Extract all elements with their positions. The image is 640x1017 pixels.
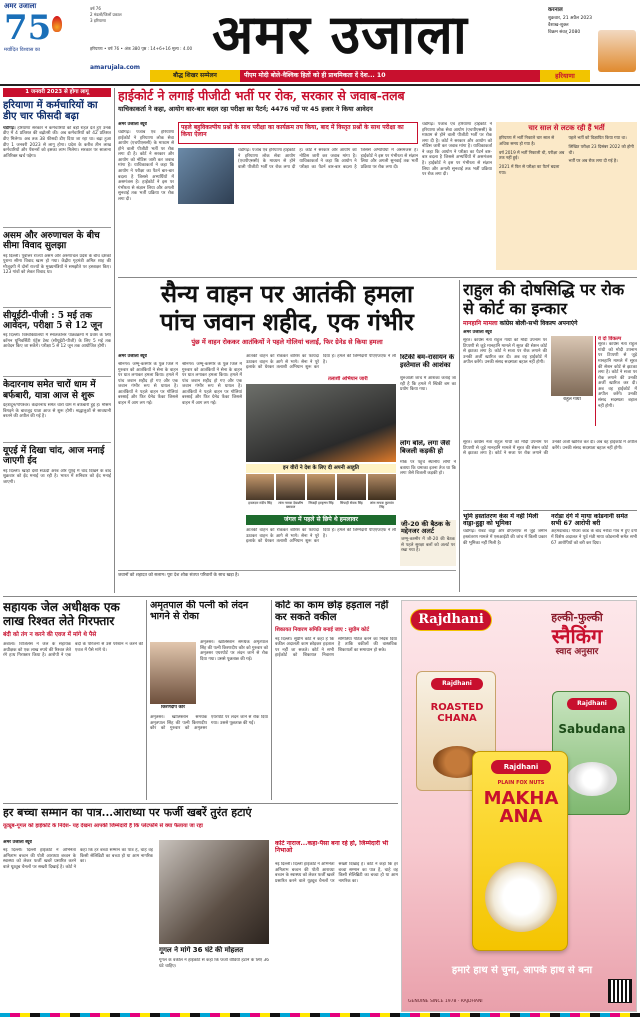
date: शुक्रवार, 21 अप्रैल 2023 (548, 15, 592, 21)
ad-fine-print: GENUINE SINCE 1978 · RAJDHANI (408, 999, 483, 1004)
haryana-da-body (3, 126, 111, 224)
soldier-portraits (246, 474, 396, 500)
g20-headline[interactable]: जी-20 की बैठक के मद्देनजर अलर्ट (401, 520, 451, 536)
rahul-photo (551, 336, 593, 396)
pack-logo: Rajdhani (431, 678, 483, 690)
g20-box (400, 520, 456, 566)
lead-body-col4: आतंकी वाहन को रोककर बारिश का फायदा उठाकर वाहन के आगे से भागे। सेना ने पूरे इलाके को घेरकर तलाशी अभियान शुरू कर दिया है। हमले की जिम्मेदारी पीएएफएफ ने ली है। (246, 528, 396, 545)
kicker-badge: 1 जनवरी 2023 से होगा लागू (3, 88, 111, 97)
qr-code-icon (608, 979, 632, 1003)
sticky-headline[interactable]: स्टिकी बम-रासायन के इस्तेमाल की आशंका (400, 354, 455, 369)
callout-text: पहले बहुविकल्पीय प्रश्नों के साथ परीक्षा का कार्यक्रम तय किया, बाद में विस्तृत प्रश्नों के साथ परीक्षा का किया ऐलान (181, 124, 404, 139)
rahul-kicker: मानहानि मामला (463, 320, 498, 327)
rahul-photo-caption: राहुल गांधी (563, 397, 581, 402)
lead-byline: अमर उजाला ब्यूरो (118, 354, 148, 359)
vikram-samvat: विक्रम संवत् 2080 (548, 30, 581, 36)
ad-bottom-tagline: हमारे हाथ से चुना, आपके हाथ से बना (451, 965, 593, 976)
lawyers-sub: शिकायत निवारण समिति बनाई जाए : सुप्रीम कोर्ट (275, 627, 370, 633)
ad-tagline (522, 611, 632, 658)
article-text: हरियाणा सरकार ने कर्मचारियों को बड़ी राहत देते हुए उनके डीए में 4 प्रतिशत की बढ़ोतरी की। अब कर्मचारियों को 42 प्रतिशत डीए मिलेगा। अब तक 38 फीसदी डीए दिया जा रहा था। बढ़ा हुआ डीए 1 जनवरी 2023 से लागू होगा। प्रदेश के करीब तीन लाख कर्मचारियों और पेंशनरों को इसका लाभ मिलेगा। सरकार पर सालाना अतिरिक्त खर्च पड़ेगा। (3, 125, 111, 159)
aaradhya-story (3, 806, 398, 1012)
kedarnath-headline[interactable]: केदारनाथ समेत चारों धाम में बर्फबारी, यात्रा आज से शुरू (3, 380, 96, 401)
soldier-photo (337, 474, 365, 500)
sidebar-item: हरियाणा में भर्ती निकाले चार साल से अधिक समय हो गया है। (499, 134, 555, 146)
sidebar-headline: चार साल से लटक रही हैं भर्ती (528, 124, 605, 132)
sidebar-item: 2021 में फिर से परीक्षा का पैटर्न बदला गया। (499, 164, 560, 176)
rahul-body-1: सूरत। कांग्रेस नेता राहुल गांधी को मोदी उपनाम पर टिप्पणी से जुड़े मानहानि मामले में सूरत की सेशन कोर्ट से झटका लगा है। कोर्ट ने सजा पर रोक लगाने की उनकी अर्जी खारिज कर दी। अब वह हाईकोर्ट में अपील करेंगे। उनकी संसद सदस्यता बहाल नहीं होगी। (463, 338, 547, 366)
left-column (3, 88, 111, 638)
rajdhani-ad[interactable] (401, 600, 637, 1012)
edition-line: हरियाणा • वर्ष 76 • अंक 380 पृष्ठ : 14+6+16 मूल्य : 4.00 (90, 46, 193, 51)
meta-line: 3 हरियाणा (90, 18, 106, 23)
pack-sub: PLAIN FOX NUTS (497, 780, 545, 786)
land-body: चंडीगढ़। रॉबर्ट वाड्रा और डीएलएफ से जुड़े जमीन हस्तांतरण मामले में एसआईटी की जांच में किसी प्रकार की भूमिका नहीं मिली है। (463, 529, 547, 546)
amritpal-headline[interactable]: अमृतपाल की पत्नी को लंदन भागने से रोका (150, 600, 249, 623)
city: करनाल (548, 7, 563, 13)
brand-name: Rajdhani (418, 612, 484, 627)
mid-rule-2 (271, 600, 272, 800)
kedarnath-body: देहरादून/गोपेश्वर। केदारनाथ समेत चारों धाम में बर्फबारी हुई है। मौसम बिगड़ने के बावजूद यात्रा आज से शुरू होगी। श्रद्धालुओं से सावधानी बरतने की अपील की गई है। (3, 402, 111, 420)
pack-label: Sabudana (558, 722, 626, 736)
eid-headline[interactable]: यूएई में दिखा चांद, आज मनाई जाएगी ईद (3, 445, 105, 467)
pgt-callout (178, 122, 418, 144)
rahul-sub: कांग्रेस बोली-सभी विकल्प अपनाएंगे (499, 320, 578, 327)
anniversary-tagline: मर्यादित विश्वास का (4, 46, 40, 53)
tagline-3: स्वाद अनुसार (555, 646, 599, 657)
kirandeep-photo (150, 642, 196, 704)
aaradhya-body-right: नई दिल्ली। दिल्ली हाईकोर्ट ने अभिनेता अमिताभ बच्चन की पोती आराध्या बच्चन के स्वास्थ्य को लेकर फर्जी खबरें प्रसारित करने वाले यूट्यूब चैनलों पर सख्ती दिखाई है। कोर्ट ने कहा कि हर बच्चा सम्मान का पात्र है, चाहे वह किसी सेलिब्रिटी का बच्चा हो या आम नागरिक का। (275, 862, 398, 884)
makhana-bowl-icon (485, 862, 557, 932)
pack-label: ROASTED CHANA (430, 702, 484, 724)
mid-section-rule (3, 596, 637, 597)
ribbon-right-tag[interactable]: हरियाणा (540, 70, 590, 82)
soldier-name: लांस नायक कुलवंत सिंह (369, 501, 394, 510)
sidebar-item: पहले भर्ती को विज्ञापित किया गया था। (568, 134, 627, 140)
search-tag: तलाशी अभियान जारी (328, 376, 368, 382)
soldier-name: लांस नायक देबाशीष बसवाल (278, 501, 303, 510)
dateline: चंडीगढ़। (3, 125, 16, 131)
soldier-names (246, 501, 396, 513)
pack-logo: Rajdhani (491, 760, 551, 774)
lead-body-col1: श्रीनगर। जम्मू-कश्मीर के पुंछ जिले में गुरुवार को आतंकियों ने सेना के वाहन पर घात लगाकर हमला किया। हमले में पांच जवान शहीद हो गए और एक जवान गंभीर रूप से घायल है। आतंकियों ने पहले वाहन पर गोलियां बरसाईं और फिर ग्रेनेड फेंका जिससे वाहन में आग लग गई। (118, 362, 178, 407)
lead-body-col2: श्रीनगर। जम्मू-कश्मीर के पुंछ जिले में गुरुवार को आतंकियों ने सेना के वाहन पर घात लगाकर हमला किया। हमले में पांच जवान शहीद हो गए और एक जवान गंभीर रूप से घायल है। आतंकियों ने पहले वाहन पर गोलियां बरसाईं और फिर ग्रेनेड फेंका जिससे वाहन में आग लग गई। (182, 362, 242, 407)
tagline-1: हल्की-फुल्की (551, 611, 603, 624)
lead-deck: पुंछ में वाहन रोककर आतंकियों ने पहले गोलियां चलाईं, फिर ग्रेनेड से किया हमला (191, 338, 383, 346)
naroda-box (551, 513, 637, 573)
photo-caption-bar: इन वीरों ने देश के लिए दी अपनी आहुति (246, 464, 396, 473)
sticky-body: शुरुआती जांच में आशंका जताई जा रही है कि हमले में स्टिकी बम का प्रयोग किया गया। (400, 376, 456, 393)
pack-logo: Rajdhani (567, 698, 617, 710)
lead-right-rule (459, 280, 460, 592)
flame-icon (52, 16, 62, 32)
kirandeep-caption: किरणदीप कौर (161, 705, 185, 710)
lead-headline-line2[interactable]: पांच जवान शहीद, एक गंभीर (160, 307, 414, 336)
pgt-body-right: चंडीगढ़। पंजाब एवं हरियाणा हाईकोर्ट ने हरियाणा लोक सेवा आयोग (एचपीएससी) के माध्यम से होने वाली पीजीटी भर्ती पर रोक लगा दी है। कोर्ट ने सरकार और आयोग को नोटिस जारी कर जवाब मांगा है। याचिकाकर्ता ने कहा कि आयोग ने परीक्षा का पैटर्न बार-बार बदला है जिससे अभ्यर्थियों में असमंजस है। हाईकोर्ट ने इस पर गंभीरता से संज्ञान लिया और अगली सुनवाई तक भर्ती प्रक्रिया पर रोक लगा दी। (422, 122, 492, 178)
amritpal-story (150, 600, 268, 800)
sabudana-bowl-icon (567, 762, 617, 796)
masthead-title: अमर उजाला (212, 2, 468, 66)
jail-story (3, 600, 143, 800)
lawyers-headline[interactable]: कोर्ट का काम छोड़ हड़ताल नहीं कर सकते वकील (275, 600, 389, 623)
print-registration-bar (0, 1013, 640, 1017)
amritpal-body-2: अमृतसर। खालिस्तान समर्थक अमृतपाल सिंह की पत्नी किरणदीप कौर को गुरुवार को अमृतसर एयरपोर्ट पर लंदन जाने से रोक दिया गया। उससे पूछताछ की गई। (150, 715, 268, 732)
pm-photo (598, 30, 636, 72)
naroda-body: अहमदाबाद। गोधरा कांड के बाद नरोडा गांव में हुए दंगों में विशेष अदालत ने पूर्व मंत्री माया कोडनानी समेत सभी 67 आरोपियों को बरी कर दिया। (551, 529, 637, 546)
lightning-body: मौके पर पहुंचे स्थानीय लोगों ने बताया कि धमाका इतना तेज था कि लगा जैसे बिजली कड़की हो। (400, 460, 456, 477)
lead-headline-line1[interactable]: सैन्य वाहन पर आतंकी हमला (160, 280, 414, 308)
protest-photo (178, 148, 234, 204)
small-brand-logo: अमर उजाला (4, 2, 37, 10)
amritpal-body-1: अमृतसर। खालिस्तान समर्थक अमृतपाल सिंह की पत्नी किरणदीप कौर को गुरुवार को अमृतसर एयरपोर्ट पर लंदन जाने से रोक दिया गया। उससे पूछताछ की गई। (200, 640, 268, 662)
rajdhani-logo (410, 609, 492, 631)
quote-title: ये दो विकल्प (598, 336, 622, 342)
soldier-name: सिपाही सेवक सिंह (340, 501, 363, 505)
soldier-photo (276, 474, 304, 500)
masthead-divider (0, 84, 640, 86)
ribbon-left-tag[interactable]: बौद्ध शिखर सम्मेलन (150, 70, 240, 82)
jail-sub: बंदी को तंग न करने की एवज में मांगे थे पैसे (3, 631, 97, 638)
lawyers-body: नई दिल्ली। सुप्रीम कोर्ट ने कहा है कि वकील अदालती काम छोड़कर हड़ताल पर नहीं जा सकते। कोर्ट ने सभी हाईकोर्ट को शिकायत निवारण समितियां गठित करने का निर्देश दिया है ताकि वकीलों की वास्तविक शिकायतों का समाधान हो सके। (275, 636, 397, 659)
makhaana-pack (472, 751, 568, 951)
lightning-headline[interactable]: लोग बोले, लगा जैसे बिजली कड़की हो (400, 440, 450, 455)
rahul-headline[interactable]: राहुल की दोषसिद्धि पर रोक से कोर्ट का इन्कार (463, 280, 625, 318)
anniversary-logo (4, 2, 82, 74)
edition-meta (90, 6, 150, 24)
lead-body-col3: आतंकी वाहन को रोककर बारिश का फायदा उठाकर वाहन के आगे से भागे। सेना ने पूरे इलाके को घेरकर तलाशी अभियान शुरू कर दिया है। हमले की जिम्मेदारी पीएएफएफ ने ली है। (246, 354, 396, 371)
amitabh-aaradhya-photo (159, 840, 269, 944)
aaradhya-body-left: नई दिल्ली। दिल्ली हाईकोर्ट ने अभिनेता अमिताभ बच्चन की पोती आराध्या बच्चन के स्वास्थ्य को लेकर फर्जी खबरें प्रसारित करने वाले यूट्यूब चैनलों पर सख्ती दिखाई है। कोर्ट ने कहा कि हर बच्चा सम्मान का पात्र है, चाहे वह किसी सेलिब्रिटी का बच्चा हो या आम नागरिक का। (3, 848, 153, 870)
pgt-body-left: चंडीगढ़। पंजाब एवं हरियाणा हाईकोर्ट ने हरियाणा लोक सेवा आयोग (एचपीएससी) के माध्यम से होने वाली पीजीटी भर्ती पर रोक लगा दी है। कोर्ट ने सरकार और आयोग को नोटिस जारी कर जवाब मांगा है। याचिकाकर्ता ने कहा कि आयोग ने परीक्षा का पैटर्न बार-बार बदला है जिससे अभ्यर्थियों में असमंजस है। हाईकोर्ट ने इस पर गंभीरता से संज्ञान लिया और अगली सुनवाई तक भर्ती प्रक्रिया पर रोक लगा दी। (118, 130, 174, 202)
haryana-da-headline[interactable]: हरियाणा में कर्मचारियों का डीए चार फीसदी बढ़ा (3, 99, 98, 123)
g20-body: जम्मू-कश्मीर में जी-20 की बैठक से पहले सुरक्षा बलों को अलर्ट पर रखा गया है। (401, 536, 455, 554)
section-rule (118, 277, 637, 278)
soldier-photo (307, 474, 335, 500)
lunar-date: वैशाख-शुक्ल (548, 22, 569, 28)
aaradhya-byline: अमर उजाला ब्यूरो (3, 840, 33, 845)
cuet-headline[interactable]: सीयूईटी-पीजी : 5 मई तक आवेदन, परीक्षा 5 से 12 जून (3, 310, 103, 331)
sidebar-item: लिखित परीक्षा 23 दिसंबर 2022 को होनी थी। (568, 143, 634, 155)
google-caption: गूगल ने मांगे 36 घंटे की मोहलत (159, 946, 244, 954)
cuet-body: नई दिल्ली। विश्वविद्यालयों में स्नातकोत्तर पाठ्यक्रमों में प्रवेश के लिए कॉमन यूनिवर्सिटी एंट्रेंस टेस्ट (सीयूईटी-पीजी) के लिए 5 मई तक आवेदन किए जा सकेंगे। परीक्षा 5 से 12 जून तक आयोजित होगी। (3, 333, 111, 350)
left-column-rule (114, 88, 115, 593)
pgt-body-mid: चंडीगढ़। पंजाब एवं हरियाणा हाईकोर्ट ने हरियाणा लोक सेवा आयोग (एचपीएससी) के माध्यम से होने वाली पीजीटी भर्ती पर रोक लगा दी है। कोर्ट ने सरकार और आयोग को नोटिस जारी कर जवाब मांगा है। याचिकाकर्ता ने कहा कि आयोग ने परीक्षा का पैटर्न बार-बार बदला है जिससे अभ्यर्थियों में असमंजस है। हाईकोर्ट ने इस पर गंभीरता से संज्ञान लिया और अगली सुनवाई तक भर्ती प्रक्रिया पर रोक लगा दी। (238, 148, 418, 170)
sidebar-item: भर्ती पर अब रोक लगा दी गई है। (568, 158, 618, 164)
meta-line: वर्ष 76 (90, 6, 101, 11)
soldier-photo (246, 474, 274, 500)
soldier-name: सिपाही हरकृष्ण सिंह (308, 501, 334, 505)
anniversary-number: 75 (4, 7, 52, 48)
lead-story (118, 280, 456, 592)
eid-body: नई दिल्ली। खाड़ी देशों सऊदी अरब और यूएई में चांद दिखने के बाद शुक्रवार को ईद मनाई जा रही है। भारत में शनिवार को ईद मनाई जाएगी। (3, 468, 111, 485)
pack-label: MAKHAANA (483, 790, 559, 826)
soldier-name: हवलदार मंदीप सिंह (248, 501, 273, 505)
pgt-headline[interactable]: हाईकोर्ट ने लगाई पीजीटी भर्ती पर रोक, सरकार से जवाब-तलब (118, 88, 405, 103)
land-headline[interactable]: भूमि हस्तांतरण केस में नहीं मिली वाड्रा-हुड्डा को भूमिका (463, 513, 539, 528)
jail-body: अंबाला। विजिलेंस ने जेल के सहायक अधीक्षक को एक लाख रुपये की रिश्वत लेते रंगे हाथ गिरफ्तार किया है। आरोपी ने एक बंदी के परिजनों से उसे परेशान न करने की एवज में पैसे मांगे थे। (3, 642, 143, 659)
mid-rule-1 (146, 600, 147, 800)
lawyers-story (275, 600, 397, 800)
court-angry-tag: कोर्ट नाराज...कहा-पैसा बना रहे हो, जिम्मेदारी भी निभाओ (275, 840, 389, 855)
top-ribbon (150, 70, 590, 82)
quote-body: सूरत। कांग्रेस नेता राहुल गांधी को मोदी उपनाम पर टिप्पणी से जुड़े मानहानि मामले में सूरत की सेशन कोर्ट से झटका लगा है। कोर्ट ने सजा पर रोक लगाने की उनकी अर्जी खारिज कर दी। अब वह हाईकोर्ट में अपील करेंगे। उनकी संसद सदस्यता बहाल नहीं होगी। (598, 342, 637, 409)
masthead (0, 0, 640, 82)
assam-body: नई दिल्ली। पूर्वोत्तर राज्यों असम और अरुणाचल प्रदेश के बीच दशकों पुराना सीमा विवाद खत्म हो गया। केंद्रीय गृहमंत्री अमित शाह की मौजूदगी में दोनों राज्यों के मुख्यमंत्रियों ने समझौते पर हस्ताक्षर किए। 123 गांवों को लेकर विवाद था। (3, 253, 111, 276)
pgt-subhead: याचिकाकर्ता ने कहा, आयोग बार-बार बदल रहा परीक्षा का पैटर्न; 4476 पदों पर 45 हजार ने किया आवेदन (118, 105, 373, 113)
rahul-quote-box (595, 336, 637, 426)
rahul-story (463, 280, 637, 592)
aaradhya-deck: यूट्यूब-गूगल को हाईकोर्ट के निर्देश- यह देखना आपकी जिम्मेदारी है कि प्लेटफॉर्म से क्या फैलाया जा रहा (3, 822, 203, 829)
tagline-2: स्नैकिंग (551, 623, 603, 648)
soldier-photo (368, 474, 396, 500)
land-box (463, 513, 547, 573)
naroda-headline[interactable]: नरोडा दंगे में माया कोडनानी समेत सभी 67 आरोपी बरी (551, 513, 628, 528)
rahul-body-2: सूरत। कांग्रेस नेता राहुल गांधी को मोदी उपनाम पर टिप्पणी से जुड़े मानहानि मामले में सूरत की सेशन कोर्ट से झटका लगा है। कोर्ट ने सजा पर रोक लगाने की उनकी अर्जी खारिज कर दी। अब वह हाईकोर्ट में अपील करेंगे। उनकी संसद सदस्यता बहाल नहीं होगी। (463, 440, 637, 457)
tribute-note: जवानों को शहादत को सलाम। पूरा देश शोक संतप्त परिवारों के साथ खड़ा है। (118, 570, 456, 579)
ribbon-headline[interactable]: पीएम मोदी बोले-वैश्विक हितों को ही प्राथमिकता दें देश... 10 (244, 72, 386, 79)
assam-headline[interactable]: असम और अरुणाचल के बीच सीमा विवाद सुलझा (3, 230, 100, 252)
sidebar-item: वर्ष 2019 में भर्ती निकाली थी, परीक्षा अब तक नहीं हुई। (499, 149, 565, 161)
rahul-byline: अमर उजाला ब्यूरो (463, 330, 493, 335)
pgt-byline: अमर उजाला ब्यूरो (118, 122, 148, 127)
attack-vehicle-photo (246, 384, 396, 462)
jail-headline[interactable]: सहायक जेल अधीक्षक एक लाख रिश्वत लेते गिरफ्तार (3, 600, 120, 629)
bottom-section-rule (3, 803, 398, 804)
meta-line: 2 मंडलों/जिलों प्रकाश (90, 12, 122, 17)
pgt-story (118, 88, 637, 278)
website-link[interactable]: amarujala.com (90, 64, 141, 71)
rahul-bottom-divider (463, 510, 637, 511)
pgt-sidebar (496, 122, 637, 270)
jungle-banner: जंगल में पहले से छिपे थे हमलावर (246, 515, 396, 525)
aaradhya-headline[interactable]: हर बच्चा सम्मान का पात्र...आराध्या पर फर्जी खबरें तुरंत हटाएं (3, 806, 252, 819)
google-sub: गूगल के वकील ने हाईकोर्ट से कहा कि फर्जी वीडियो हटाने के लिए 36 घंटे चाहिए। (159, 958, 269, 969)
